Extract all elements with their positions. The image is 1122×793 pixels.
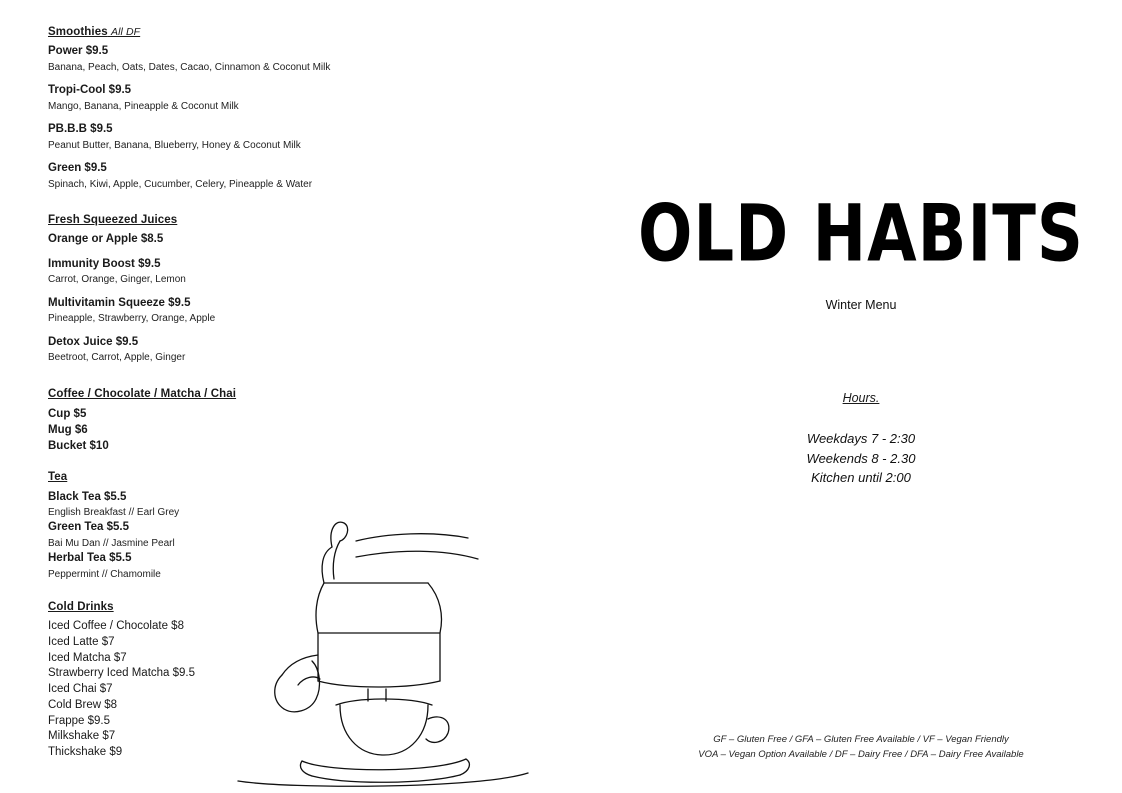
menu-item-desc: Pineapple, Strawberry, Orange, Apple bbox=[48, 313, 216, 325]
menu-item-name: Tropi-Cool $9.5 bbox=[48, 84, 132, 97]
menu-item-desc: Carrot, Orange, Ginger, Lemon bbox=[48, 274, 186, 286]
dietary-legend bbox=[600, 733, 1122, 762]
hours-list bbox=[600, 429, 1122, 488]
menu-item-name: Iced Chai $7 bbox=[48, 683, 113, 696]
menu-item-desc: Bai Mu Dan // Jasmine Pearl bbox=[48, 537, 175, 549]
menu-item-name: Cold Brew $8 bbox=[48, 698, 118, 711]
menu-item-name: Frappe $9.5 bbox=[48, 714, 111, 727]
menu-item-name: Herbal Tea $5.5 bbox=[48, 552, 132, 565]
dietary-legend-line: VOA – Vegan Option Available / DF – Dairy Free / DFA – Dairy Free Available bbox=[698, 748, 1024, 760]
menu-item-desc: English Breakfast // Earl Grey bbox=[48, 506, 180, 518]
menu-item bbox=[48, 83, 448, 113]
espresso-machine-line-art-icon bbox=[228, 505, 558, 790]
menu-item-name: Bucket $10 bbox=[48, 440, 109, 453]
menu-item-name: Power $9.5 bbox=[48, 45, 109, 57]
menu-item-name: Green $9.5 bbox=[48, 162, 107, 175]
menu-item-desc: Spinach, Kiwi, Apple, Cucumber, Celery, Pineapple & Water bbox=[48, 178, 313, 190]
menu-item-name: Detox Juice $9.5 bbox=[48, 335, 139, 348]
brand-logo: OLD HABITS bbox=[637, 189, 1085, 281]
section-smoothies bbox=[48, 26, 448, 191]
menu-item-name: Immunity Boost $9.5 bbox=[48, 257, 161, 270]
dietary-legend-line: GF – Gluten Free / GFA – Gluten Free Available / VF – Vegan Friendly bbox=[713, 734, 1009, 745]
menu-item-name: Iced Latte $7 bbox=[48, 635, 115, 648]
menu-item-desc: Peppermint // Chamomile bbox=[48, 568, 161, 580]
menu-item-name: Green Tea $5.5 bbox=[48, 521, 129, 534]
menu-item-desc: Peanut Butter, Banana, Blueberry, Honey & Coconut Milk bbox=[48, 139, 301, 151]
menu-item-name: Mug $6 bbox=[48, 423, 88, 436]
menu-item-name: Black Tea $5.5 bbox=[48, 490, 127, 503]
menu-item bbox=[48, 438, 448, 454]
section-title-coffee: Coffee / Chocolate / Matcha / Chai bbox=[48, 387, 237, 400]
menu-item-name: Iced Matcha $7 bbox=[48, 651, 127, 664]
menu-item bbox=[48, 161, 448, 191]
menu-item bbox=[48, 44, 448, 74]
menu-item bbox=[48, 232, 448, 248]
hours-heading: Hours. bbox=[842, 391, 880, 405]
section-title-smoothies bbox=[48, 26, 448, 38]
menu-item-name: Cup $5 bbox=[48, 407, 87, 420]
hours-line: Weekdays 7 - 2:30 bbox=[806, 431, 916, 446]
section-title-cold-drinks: Cold Drinks bbox=[48, 601, 114, 614]
menu-item bbox=[48, 406, 448, 422]
menu-item-name: Strawberry Iced Matcha $9.5 bbox=[48, 667, 196, 680]
menu-item-name: Thickshake $9 bbox=[48, 746, 123, 759]
menu-item bbox=[48, 422, 448, 438]
menu-item-desc: Banana, Peach, Oats, Dates, Cacao, Cinnamon & Coconut Milk bbox=[48, 61, 331, 73]
menu-item-name: Orange or Apple $8.5 bbox=[48, 233, 164, 246]
section-title-tea: Tea bbox=[48, 470, 68, 483]
section-coffee bbox=[48, 388, 448, 455]
menu-subtitle: Winter Menu bbox=[825, 298, 897, 312]
menu-right-column bbox=[600, 0, 1122, 793]
menu-item bbox=[48, 122, 448, 152]
menu-item bbox=[48, 257, 448, 287]
section-title-smoothies-text: Smoothies bbox=[48, 26, 108, 38]
hours-line: Weekends 8 - 2.30 bbox=[806, 450, 916, 466]
menu-item bbox=[48, 296, 448, 326]
section-juices bbox=[48, 214, 448, 365]
hours-line: Kitchen until 2:00 bbox=[811, 470, 911, 485]
menu-item-desc: Mango, Banana, Pineapple & Coconut Milk bbox=[48, 100, 239, 112]
menu-item-desc: Beetroot, Carrot, Apple, Ginger bbox=[48, 352, 186, 364]
menu-item-name: Milkshake $7 bbox=[48, 730, 116, 743]
section-title-juices: Fresh Squeezed Juices bbox=[48, 214, 178, 227]
menu-item-name: Iced Coffee / Chocolate $8 bbox=[48, 620, 184, 633]
section-title-smoothies-suffix: All DF bbox=[110, 26, 141, 38]
menu-item bbox=[48, 335, 448, 365]
menu-item-name: Multivitamin Squeeze $9.5 bbox=[48, 296, 191, 309]
menu-item-name: PB.B.B $9.5 bbox=[48, 123, 113, 136]
